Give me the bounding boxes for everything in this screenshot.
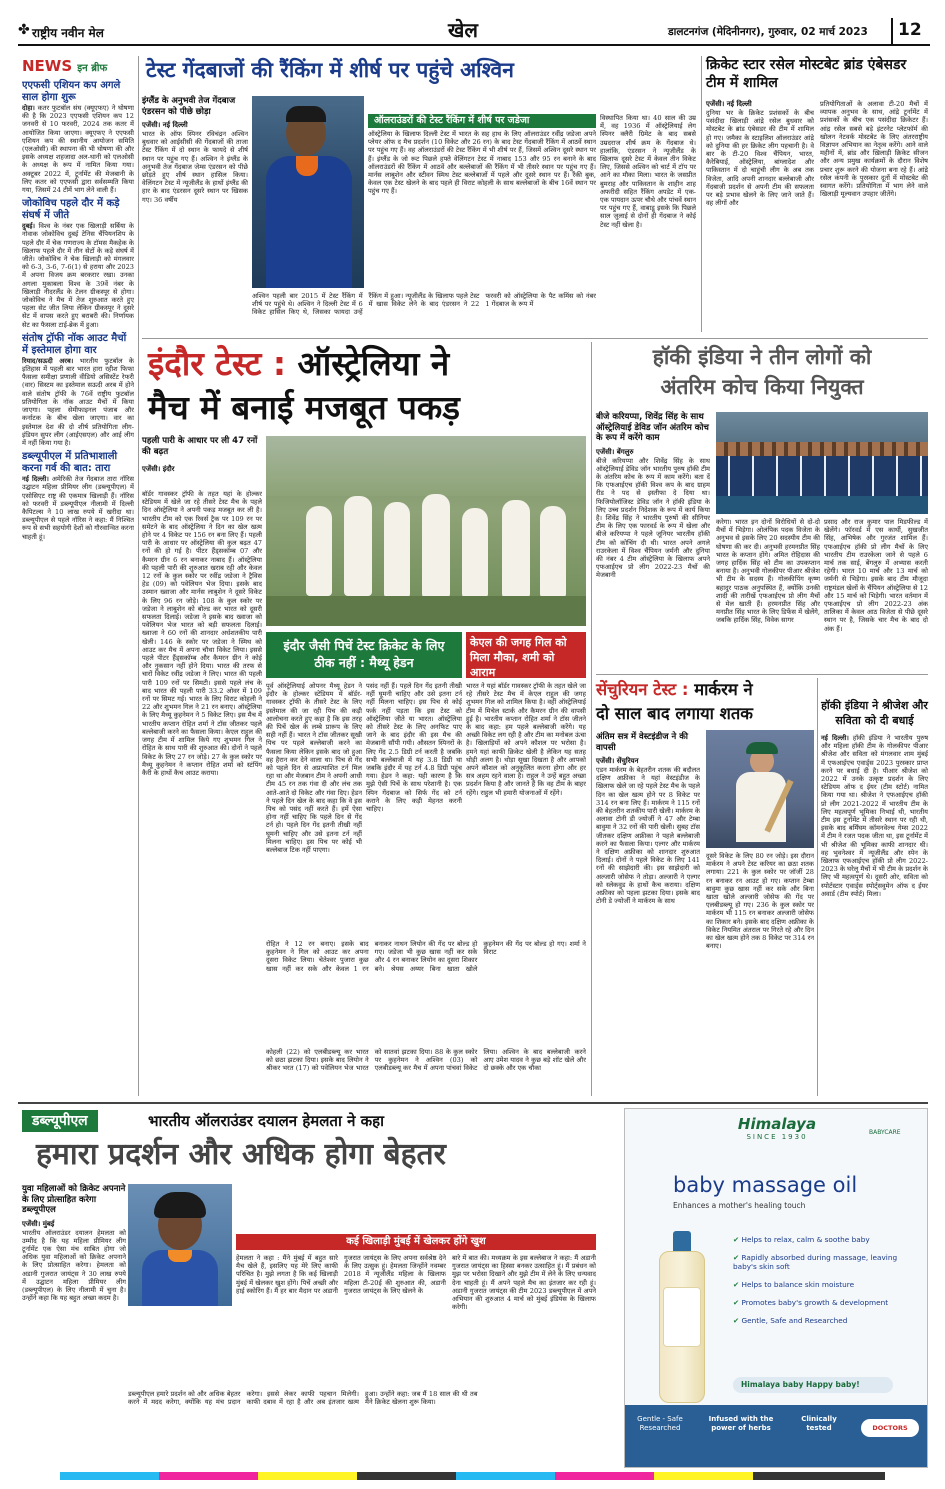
brief-label: इन ब्रीफ (77, 63, 108, 74)
indore-body: बॉर्डर गावस्कर ट्रॉफी के तहत यहां के होल्कर स्टेडियम में खेले जा रहे तीसरे टेस्ट मैच के पहले दिन ऑस्ट्रेलिया ने अपनी पकड़ मजबूत कर ली है। भारतीय टीम को एक रिवर्स ट्रैक पर 109 रन पर समेटने के बाद ऑस्ट्रेलिया ने दिन का खेल खत्म होने पर 4 विकेट पर 156 रन बना लिए हैं। पहली पारी के आधार पर ऑस्ट्रेलिया की कुल बढ़त 47 रनों की हो गई है। पीटर हैंड्सकॉम्ब 07 और कैमरन ग्रीन 6 रन बनाकर नाबाद हैं। ऑस्ट्रेलिया की पहली पारी की शुरुआत खराब रही और केवल 12 रनों के कुल स्कोर पर रवींद्र जडेजा ने ट्रैविस हेड (09) को पवेलियन भेज दिया। इसके बाद उस्मान ख्वाजा और मार्नस लाबुशेन ने दूसरे विकेट के लिए 96 रन जोड़े। 108 के कुल स्कोर पर जडेजा ने लाबुशेन को बोल्ड कर भारत को दूसरी सफलता दिलाई। जडेजा ने इसके बाद ख्वाजा को पवेलियन भेज भारत को बड़ी सफलता दिलाई। ख्वाजा ने 60 रनों की शानदार अर्धशतकीय पारी खेली। 146 के स्कोर पर जडेजा ने स्मिथ को आउट कर मैच में अपना चौथा विकेट लिया। इससे पहले पीटर हैंड्सकॉम्ब और कैमरन ग्रीन ने कोई और नुकसान नहीं होने दिया। भारत की तरफ से चारों विकेट रवींद्र जडेजा ने लिए। भारत की पहली पारी 109 रनों पर सिमटी। इससे पहले लंच के बाद भारत की पहली पारी 33.2 ओवर में 109 रनों पर सिमट गई। भारत के लिए विराट कोहली ने 22 और शुभमन गिल ने 21 रन बनाए। ऑस्ट्रेलिया के लिए मैथ्यू कुहनेमन ने 5 विकेट लिए। इस मैच में भारतीय कप्तान रोहित शर्मा ने टॉस जीतकर पहले बल्लेबाजी करने का फैसला किया। केएल राहुल की जगह टीम में शामिल किये गए शुभमन गिल ने रोहित के साथ पारी की शुरुआत की। दोनों ने पहले विकेट के लिए 27 रन जोड़े। 27 के कुल स्कोर पर मैथ्यू कुहनेमन ने कप्तान रोहित शर्मा को स्टंपिंग कैरी के हाथों कैच आउट कराया। (142, 490, 262, 777)
hemlata-subheadline: युवा महिलाओं को क्रिकेट अपनाने के लिए प्रोत्साहित करेगा डब्ल्यूपीएल (22, 1184, 126, 1215)
benefit-text: Helps to relax, calm & soothe baby (741, 1235, 870, 1244)
ad-banner: Himalaya baby Happy baby! (733, 1377, 893, 1393)
russell-body-1: दुनिया भर के क्रिकेट प्रशंसकों के बीच पसंदीदा खिलाड़ी आंद्रे रसेल बुधवार को मोस्टबेट के ब्रांड एंबेसडर की टीम में शामिल हो गए। जमैका के स्टाइलिश ऑलराउंडर आंद्रे को दुनिया की हर क्रिकेट लीग पहचानी है। वे बार के टी-20 विश्व चैंपियन, भारत, कैरेबियाई, ऑस्ट्रेलिया, बांग्लादेश और पाकिस्तान में दो चाहुंची लीग के अब तक विजेता, आदि अपनी शानदार बल्लेबाजी और गेंदबाजी प्रदर्शन से अपनी टीम की सफलता पर बड़े प्रभाव खेलने के लिए जाने जाते हैं। वह लीगों और (706, 109, 814, 208)
sreejesh-headline: हॉकी इंडिया ने श्रीजेश और सविता को दी बधाई (821, 699, 928, 727)
markram-byline: एजेंसी। सेंचुरियन (596, 757, 639, 765)
markram-headline (596, 678, 814, 726)
doctors-badge: DOCTORS (861, 1419, 919, 1437)
jadeja-box-label: ऑलराउंडरों की टेस्ट रैंकिंग में शीर्ष पर जडेजा (368, 114, 596, 128)
ad-tagline: Enhances a mother's healing touch (673, 1201, 806, 1210)
hockey-byline: एजेंसी। बेंगलुरु (596, 447, 634, 456)
check-icon: ✔ (733, 1298, 740, 1307)
brief-item (22, 80, 134, 194)
ashwin-story (142, 56, 698, 340)
ashwin-headline: टेस्ट गेंदबाजों की रैंकिंग में शीर्ष पर पहुंचे अश्विन (146, 58, 514, 82)
hemlata-box-label: कई खिलाड़ी मुंबई में खेलकर होंगे खुश (236, 1234, 596, 1250)
himalaya-logo: Himalaya (737, 1115, 817, 1133)
brief-item (22, 333, 134, 447)
brief-item (22, 451, 134, 541)
hockey-headline-1: हॉकी इंडिया ने तीन लोगों को (652, 345, 872, 369)
brief-item (22, 198, 134, 329)
check-icon: ✔ (733, 1235, 740, 1244)
ashwin-byline: एजेंसी। नई दिल्ली (142, 121, 188, 129)
indore-headline-red: इंदौर टेस्ट : (148, 344, 287, 383)
himalaya-brand (625, 1115, 928, 1141)
hemlata-story (22, 1108, 596, 1468)
ashwin-subheadline: इंग्लैंड के अनुभवी तेज गेंदबाज एंडरसन को पीछे छोड़ा (142, 96, 236, 117)
brief-byline: रियाद/सऊदी अरब। (22, 356, 74, 365)
news-in-brief-label (22, 56, 134, 80)
ad-badge: Infused with the power of herbs (708, 1415, 774, 1432)
indore-byline: एजेंसी। इंदौर (142, 465, 175, 473)
hemlata-headline-2: हमारा प्रदर्शन और अधिक होगा बेहतर (36, 1137, 446, 1172)
indore-headline-black-1: ऑस्ट्रेलिया ने (297, 344, 450, 383)
hockey-body-2: करेगा। भारत इन दोनों विरोधियों से दो-दो मैचों में भिड़ेगा। ओलंपिक पदक विजेता के अनुभव से इसके लिए 20 सदस्यीय टीम की घोषणा की कर दी। अनुभवी हरमनप्रीत सिंह भारत के कप्तान होंगे। अमित रोहिदास की जगह हार्दिक सिंह को टीम का उपकप्तान बनाया है। अनुभवी गोलकीपर पीआर श्रीजेश भी टीम के सदस्य हैं। गोलकीपिंग कृष्ण बहादुर पाठक अनुपस्थित हैं, क्योंकि उनकी शादी की तारीखें एफआईएच प्रो लीग मैचों से मेल खाती हैं। हरमनप्रीत सिंह और मनप्रीत सिंह भारत के लिए डिफेंस में खेलेंगे, जबकि हार्दिक सिंह, विवेक सागर (716, 518, 820, 625)
hemlata-body-2: हेमलता ने कहा : मैंने मुंबई में बहुत सारे मैच खेले हैं, इसलिए यह मेरे लिए काफी परिचित है। मुझे लगता है कि कई खिलाड़ी मुंबई में खेलकर खुश होंगे। पिचें अच्छी और हाई स्कोरिंग हैं। मैं हर बार मैदान पर अडानी गुजरात जायंट्स के लिए अपना सर्वश्रेष्ठ देने के लिए उत्सुक हूं। हेमलता जिन्होंने नवम्बर 2018 में न्यूजीलैंड महिला के खिलाफ महिला टी-20ई की शुरुआत की, अडानी गुजरात जायंट्स के लिए खेलने के (236, 1254, 446, 1295)
hayden-body-1: पूर्व ऑस्ट्रेलियाई ओपनर मैथ्यू हेडन ने इंदौर के होल्कर स्टेडियम में बॉर्डर-गावस्कर ट्रॉफी के तीसरे टेस्ट के लिए इस्तेमाल की जा रही पिच की कड़ी आलोचना करते हुए कहा है कि इस तरह की पिचें खेल के लम्बे प्रारूप के लिए सही नहीं हैं। भारत ने टॉस जीतकर सूखी पिच पर पहले बल्लेबाजी करने का फैसला किया लेकिन इसके बाद जो हुआ वह हैरान कर देने वाला था। पिच से गेंद को पहले दिन से अप्रत्याशित टर्न मिल रहा था और मेजबान टीम ने अपनी आधी टीम 45 रन तक गंवा दी और लंच तक आते-आते दो विकेट और गंवा दिए। हेडन ने पहले दिन खेल के बाद कहा कि वे इस पिच को पसंद नहीं करते हैं। हमें ऐसा होना नहीं चाहिए कि पहले दिन से गेंद टर्न हो। पहले दिन गेंद इतनी तीखी नहीं घूमनी चाहिए और उसे इतना टर्न नहीं मिलना चाहिए। इस पिच पर कोई भी बल्लेबाज टिक नहीं पाएगा। (266, 682, 362, 855)
hockey-subheadline: बीजे करियप्पा, शिवेंद्र सिंह के साथ ऑस्ट्रेलियाई डेविड जॉन अंतरिम कोच के रूप में करेंगे काम (596, 412, 709, 443)
news-label: NEWS (22, 57, 73, 75)
hemlata-byline: एजेंसी। मुंबई (22, 1219, 55, 1228)
ashwin-body-4: विस्थापित किया था। 40 साल की उम्र में, वह 1936 में ऑस्ट्रेलियाई लेग स्पिनर क्लैरी ग्रिमेट के बाद सबसे उम्रदराज शीर्ष क्रम के गेंदबाज थे। हालांकि, एंडरसन ने न्यूजीलैंड के खिलाफ दूसरे टेस्ट में केवल तीन विकेट लिए, जिससे अश्विन को चार्ट में टॉप पर आने का मौका मिला। भारत के जसप्रीत बुमराह और पाकिस्तान के शाहीन शाह अफरीदी सहित रैंकिंग अपडेट में एक-एक पायदान ऊपर चौथे और पांचवें स्थान पर पहुंच गए हैं, वाबाडू इसके कि पिछले साल जुलाई से दोनों ही गेंदबाज ने कोई टेस्ट नहीं खेला है। (600, 114, 696, 229)
sreejesh-byline: नई दिल्ली। (821, 734, 849, 742)
hayden-body-4: कोहली (22) को एलबीडब्ल्यू कर भारत को छठा झटका दिया। इसके बाद लियोन ने श्रीकर भरत (17) को पवेलियन भेज भारत को सातवां झटका दिया। 88 के कुल स्कोर पर कुहनेमन ने अश्विन (03) को एलबीडब्ल्यू कर मैच में अपना पांचवां विकेट लिया। अश्विन के बाद बल्लेबाजी करने आए उमेश यादव ने कुछ बड़े शॉट खेले और दो छक्के और एक चौका (266, 1048, 586, 1073)
markram-story (596, 678, 814, 1098)
ashwin-body-1: भारत के ऑफ स्पिनर रविचंद्रन अश्विन बुधवार को आईसीसी की गेंदबाजों की ताजा टेस्ट रैंकिंग में दो स्थान के फायदे से शीर्ष स्थान पर पहुंच गए हैं। अश्विन ने इंग्लैंड के अनुभवी तेज गेंदबाज जेम्स एंडरसन को पीछे छोड़ते हुए शीर्ष स्थान हासिल किया। वेलिंगटन टेस्ट में न्यूजीलैंड के हाथों इंग्लैंड की हार के बाद एंडरसन दूसरे स्थान पर खिसक गए। 36 वर्षीय (142, 130, 248, 204)
news-in-brief-sidebar (22, 56, 134, 1098)
brief-body: कतर फुटबॉल संघ (क्यूएफए) ने घोषणा की है कि 2023 एएफसी एशियन कप 12 जनवरी से 10 फरवरी, 2024 तक कतर में आयोजित किया जाएगा। क्यूएफए ने एएफसी एशियन कप की स्थानीय आयोजन समिति (एलओसी) की स्थापना की भी घोषणा की और इसके अध्यक्ष शहजादा अल-थानी को एलओसी के अध्यक्ष के रूप में नामित किया गया। अक्टूबर 2022 में, टूर्नामेंट की मेजबानी के लिए कतर को एएफसी द्वारा सर्वसम्मति किया गया, जिसमें 24 टीमें भाग लेने वाली हैं। (22, 104, 134, 195)
hayden-body-2: पसंद नहीं हैं। पहले दिन गेंद इतनी तीखी नहीं घूमनी चाहिए और उसे इतना टर्न नहीं मिलना चाहिए। इस पिच से कोई फर्क नहीं पड़ता कि इस टेस्ट को ऑस्ट्रेलिया जीते या भारत। ऑस्ट्रेलिया को तीसरे टेस्ट के लिए अनफिट पाए जाने के बाद इंदौर की इस मैच की मेजबानी सौंपी गयी। औसतन स्पिनरों के लिए गेंद 2.5 डिग्री टर्न करती है जबकि सभी बल्लेबाजी में यह 3.8 डिग्री था जबकि इंदौर में यह टर्न 4.8 डिग्री पहुंच गया। हेडन ने कहा: यही कारण है कि मुझे ऐसी पिचें के साथ परेशानी है। एक स्पिन गेंदबाज को सिर्फ गेंद को टर्न कराने के लिए कड़ी मेहनत करनी चाहिए। (366, 682, 462, 814)
brief-byline: दुबई। (22, 222, 36, 231)
sreejesh-story (821, 678, 928, 1098)
ashwin-photo (252, 96, 364, 288)
himalaya-since: SINCE 1930 (746, 1133, 808, 1141)
markram-photo (706, 730, 814, 848)
markram-body-1: एडन मार्करम के बेहतरीन शतक की बदौलत दक्षिण अफ्रीका ने यहां वेस्टइंडीज के खिलाफ खेले जा रहे पहले टेस्ट मैच के पहले दिन का खेल खत्म होने पर 8 विकेट पर 314 रन बना लिए हैं। मार्करम ने 115 रनों की बेहतरीन शतकीय पारी खेली। मार्करम के अलावा टोनी डी ज्योर्जी ने 47 और टेम्बा बावुमा ने 32 रनों की पारी खेली। सुबह टॉस जीतकर दक्षिण अफ्रीका ने पहले बल्लेबाजी करने का फैसला किया। एल्गर और मार्करम ने दक्षिण अफ्रीका को शानदार शुरुआत दिलाई। दोनों ने पहले विकेट के लिए 141 रनों की साझेदारी की। इस साझेदारी को अल्जारी जोसेफ ने तोड़ा। अल्जारी ने एल्गर को स्लेकवुड के हाथों कैच कराया। दक्षिण अफ्रीका को पहला झटका दिया। इसके बाद टोनी डे ज्योर्जी ने मार्करम के साथ (596, 766, 700, 906)
markram-subheadline: अंतिम सत्र में वेस्टइंडीज ने की वापसी (596, 732, 688, 753)
benefit-item (733, 1253, 921, 1271)
hemlata-tag-row (22, 1108, 596, 1134)
ad-badge: Clinically tested (801, 1415, 837, 1432)
markram-headline-black-1: मार्करम ने (694, 680, 753, 699)
ad-badge-strip (625, 1405, 928, 1468)
brief-byline: दोहा। (22, 104, 35, 112)
markram-headline-red: सेंचुरियन टेस्ट : (596, 680, 689, 699)
hockey-story (596, 342, 928, 672)
benefit-text: Rapidly absorbed during massage, leaving baby's skin soft (733, 1253, 898, 1271)
indore-story (142, 342, 588, 1102)
jadeja-body: ऑस्ट्रेलिया के खिलाफ दिल्ली टेस्ट में भारत के सह हाथ के लिए ऑलराउंडर रवींद्र जडेजा अपने प्लेयर ऑफ द मैच प्रदर्शन (10 विकेट और 26 रन) के बाद टेस्ट गेंदबाजी रैंकिंग में आठवें स्थान पर पहुंच गए हैं। वह ऑलराउंडरों की टेस्ट रैंकिंग में भी शीर्ष पर हैं, जिसमें अश्विन दूसरे स्थान पर हैं। इंग्लैंड के जो रूट पिछले हफ्ते वेलिंगटन टेस्ट में नाबाद 153 और 95 रन बनाने के बाद ऑलराउंडरों की रैंकिंग में आठवें और बल्लेबाजों की रैंकिंग में भी तीसरे स्थान पर पहुंच गए हैं। मार्नस लाबुशेन और स्टीवन स्मिथ टेस्ट बल्लेबाजों में पहले और दूसरे स्थान पर हैं। रैंकी बुक, केवल एक टेस्ट खेलने के बाद पहले ही विराट कोहली के साथ बल्लेबाजों के बीच 16वें स्थान पर पहुंच गए हैं। (368, 130, 596, 196)
dateline: डालटनगंज (मेदिनीनगर), गुरुवार, 02 मार्च 2023 (668, 26, 868, 38)
benefit-text: Promotes baby's growth & development (741, 1298, 889, 1307)
hemlata-body-3: बारे में बात की। मध्यक्रम के इस बल्लेबाज ने कहा: मैं अडानी गुजरात जायंट्स का हिस्सा बनकर उत्साहित हूं। मैं प्रबंधन को मुझ पर भरोसा दिखाने और मुझे टीम में लेने के लिए धन्यवाद देना चाहती हूं। मैं अपने पहले मैच का इंतजार कर रही हूं। अडानी गुजरात जायंट्स की टीम 2023 डब्ल्यूपीएल में अपने अभियान की शुरुआत 4 मार्च को मुंबई इंडियंस के खिलाफ करेगी। (452, 1254, 596, 1312)
bird-logo-icon: ✤ (18, 22, 30, 38)
hockey-headline (596, 342, 928, 402)
hockey-body-3: प्रसाद और राज कुमार पाल मिडफील्ड में खेलेंगे। फॉरवर्ड में एस कार्थी, सुखजीत सिंह, अभिषेक और गुरजंत शामिल हैं। एफआईएच हॉकी प्रो लीग मैचों के लिए भारतीय टीम राउरकेला जाने से पहले 6 मार्च तक साई, बेंगलुरु में अभ्यास करती रहेगी। भारत 10 मार्च और 13 मार्च को जर्मनी से भिड़ेगा। इसके बाद टीम मौजूदा राष्ट्रमंडल खेलों के चैंपियन ऑस्ट्रेलिया से 12 और 15 मार्च को भिड़ेगी। भारत वर्तमान में एफआईएच प्रो लीग 2022-23 अंक तालिका में केवल आठ विजेता से पीछे दूसरे स्थान पर है, जिसके चार मैच के बाद दो अंक हैं। (824, 518, 928, 633)
hockey-headline-2: अंतरिम कोच किया नियुक्त (660, 375, 864, 399)
check-icon: ✔ (733, 1280, 740, 1289)
australia-team-photo (266, 436, 586, 626)
brief-byline: नई दिल्ली। (22, 475, 49, 484)
hayden-headline: इंदौर जैसी पिचें टेस्ट क्रिकेट के लिए ठीक नहीं : मैथ्यू हेडन (266, 632, 462, 678)
check-icon: ✔ (733, 1316, 740, 1325)
page-number: 12 (898, 20, 922, 40)
russell-headline: क्रिकेट स्टार रसेल मोस्टबेट ब्रांड एंबेसडर टीम में शामिल (706, 57, 907, 91)
russell-body-2: प्रतियोगिताओं के अलावा टी-20 मैचों में व्यापक अनुभव के साथ, आंद्रे टूर्नामेंट में प्रशंसकों के बीच एक पसंदीदा क्रिकेटर हैं। आंद्र रसेल सबसे बड़े इंटरनेट प्लेटफॉर्म की खोलन नेटवर्क मोस्टबेट के लिए अंतरराष्ट्रीय विज्ञापन अभियान का नेतृत्व करेंगे। आने वाले महीनों में, ब्रांड और ख़िलाड़ी क्रिकेट सीजन और अन्य प्रमुख कार्यक्रमों के दौरान विशेष प्रचार शुरू करने की योजना बना रहे हैं। आंद्रे रसेल कंपनी के पुरस्कार दूतों में मोस्टबेट की स्वागत करेंगे। प्रतियोगिता में भाग लेने वाले खिलाड़ी मूल्यवान उपहार जीतेंगे। (820, 100, 928, 199)
section-title: खेल (448, 18, 478, 42)
masthead (0, 0, 945, 50)
print-color-bar (60, 1472, 885, 1480)
markram-body-2: दूसरे विकेट के लिए 80 रन जोड़े। इस दौरान मार्करम ने अपने टेस्ट करियर का छठा शतक लगाया। 221 के कुल स्कोर पर जॉर्जी 28 रन बनाकर रन आउट हो गए। कप्तान टेम्बा बावुमा कुछ खास नहीं कर सके और बिना खाता खोले अल्जारी जोसेफ की गेंद पर एलबीडब्ल्यू हो गए। 236 के कुल स्कोर पर मार्करम भी 115 रन बनाकर अल्जारी जोसेफ का शिकार बने। इसके बाद दक्षिण अफ्रीका के विकेट नियमित अंतराल पर गिरते रहे और दिन का खेल खत्म होने तक 8 विकेट पर 314 रन बनाए। (706, 852, 814, 951)
russell-story (706, 56, 928, 336)
ad-badge: Gentle - Safe Researched (637, 1415, 683, 1432)
wpl-tag: डब्ल्यूपीएल (22, 1110, 98, 1132)
babycare-label: BABYCARE (869, 1129, 901, 1136)
ad-product-name: baby massage oil (673, 1173, 858, 1197)
shami-headline: केएल की जगह गिल को मिला मौका, शमी को आराम (466, 632, 586, 678)
brief-headline: जोकोविच पहले दौर में कड़े संघर्ष में जीते (22, 198, 120, 222)
check-icon: ✔ (733, 1253, 740, 1262)
brief-headline: संतोष ट्रॉफी नॉक आउट मैचों में इस्तेमाल होगा वार (22, 332, 127, 356)
hemlata-headline-1: भारतीय ऑलराउंडर दयालन हेमलता ने कहा (148, 1112, 385, 1130)
paper-name: राष्ट्रीय नवीन मेल (32, 26, 104, 40)
hockey-body-1: बीजे करियप्पा और शिवेंद्र सिंह के साथ ऑस्ट्रेलियाई डेविड जॉन भारतीय पुरुष हॉकी टीम के अंतरिम कोच के रूप में काम करेंगे। बता दें कि एफआईएच हॉकी विश्व कप के बाद ग्राहम रीड ने पद से इस्तीफा दे दिया था। फिजियोलॉजिस्ट डेविड जॉन ने हॉकी इंडिया के लिए उच्च प्रदर्शन निदेशक के रूप में कार्य किया है। शिवेंद्र सिंह ने भारतीय पुरुषों की सीनियर टीम के लिए एक फारवर्ड के रूप में खेला और बीजे करियप्पा ने पहले जूनियर भारतीय हॉकी टीम को कोचिंग दी थी। भारत अपने अगले राउरकेला में विश्व चैंपियन जर्मनी और दुनिया की नंबर 4 टीम ऑस्ट्रेलिया के खिलाफ अपने एफआईएच प्रो लीग 2022-23 मैचों की मेजबानी (596, 456, 710, 580)
benefit-item (733, 1316, 921, 1325)
indore-headline-black-2: मैच में बनाई मजबूत पकड़ (148, 388, 460, 427)
shami-body: भारत ने यहां बॉर्डर गावस्कर ट्रॉफी के तहत खेले जा रहे तीसरे टेस्ट मैच में केएल राहुल की जगह शुभमन गिल को शामिल किया है। वहीं ऑस्ट्रेलियाई टीम में मिचेल स्टार्क और कैमरन ग्रीन की वापसी हुई है। भारतीय कप्तान रोहित शर्मा ने टॉस जीतने के बाद कहा: हम पहले बल्लेबाजी करेंगे। यह अच्छी विकेट लग रही है और टीम का मनोबल ऊंचा है। खिलाड़ियों को अपने कौशल पर भरोसा है। हमने यहां काफी क्रिकेट खेली है लेकिन यह सतह थोड़ी अलग है। थोड़ा सूखा दिखता है और आपको अपने कौशल को अनुकूलित करना होगा और हर सत्र अहम रहने वाला है। राहुल ने उन्हें बहुत अच्छा प्रदर्शन किया है और जानते हैं कि वह टीम के बाहर रहेंगे। राहुल भी हमारी योजनाओं में रहेंगे। (466, 682, 586, 797)
benefit-item (733, 1280, 921, 1289)
oil-bottle (651, 1231, 713, 1407)
ashwin-body-3: अश्विन पहली बार 2015 में टेस्ट रैंकिंग में शीर्ष पर पहुंचे थे। अश्विन ने दिल्ली टेस्ट में 6 विकेट हासिल किए थे, जिसका फायदा उन्हें रैंकिंग में हुआ। न्यूजीलैंड के खिलाफ पहले टेस्ट में खास विकेट लेने के बाद एंडरसन ने 22 फरवरी को ऑस्ट्रेलिया के पैट कमिंस को नंबर 1 गेंदबाज के रूप में (252, 292, 596, 317)
markram-headline-black-2: दो साल बाद लगाया शतक (596, 704, 753, 723)
benefit-text: Gentle, Safe and Researched (741, 1316, 848, 1325)
himalaya-ad (624, 1108, 928, 1468)
russell-byline: एजेंसी। नई दिल्ली (706, 100, 752, 108)
benefit-item (733, 1298, 921, 1307)
benefit-item (733, 1235, 921, 1244)
brief-headline: एएफसी एशियन कप अगले साल होगा शुरू (22, 80, 121, 103)
brief-body: अमेरिकी तेज गेंदबाज तारा नॉरिस उद्घाटन महिला प्रीमियर लीग (डब्ल्यूपीएल) में एसोसिएट राष्ट्र की एकमात्र खिलाड़ी हैं। नॉरिस को फरवरी में डब्ल्यूपीएल नीलामी में दिल्ली कैपिटल्स ने 10 लाख रुपये में खरीदा था। डब्ल्यूपीएल से पहले नॉरिस ने कहा: मैं निश्चित रूप से सभी सहयोगी देशों को गौरवान्वित करना चाहती हूं। (22, 475, 134, 541)
sreejesh-body: हॉकी इंडिया ने भारतीय पुरुष और महिला हॉकी टीम के गोलकीपर पीआर श्रीजेश और सविता को मंगलवार शाम मुंबई में एफआईएच एवार्ड्स 2023 पुरस्कार प्राप्त करने पर बधाई दी है। पीआर श्रीजेश को 2022 में उनके उत्कृष्ट प्रदर्शन के लिए स्टेडियम ऑफ द ईयर (टीम स्टोर्ट) नामित किया गया था। श्रीजेश ने एफआईएच हॉकी प्रो लीग 2021-2022 में भारतीय टीम के लिए महत्वपूर्ण भूमिका निभाई थी, भारतीय टीम इस टूर्नामेंट में तीसरे स्थान पर रही थी, इसके बाद बर्मिंघम कॉमनवेल्थ गेम्स 2022 में टीम ने रजत पदक जीता था, इस टूर्नामेंट में भी श्रीजेश की भूमिका काफी शानदार थी। वह भुवनेश्वर में न्यूजीलैंड और स्पेन के खिलाफ एफआईएच हॉकी प्रो लीग 2022-2023 के घरेलू मैचों में भी टीम के प्रदर्शन के लिए भी महत्वपूर्ण थे। दूसरी ओर, सविता को स्पोर्टस्टार एवार्ड्स स्पोर्ट्सवुमेन ऑफ द ईयर अवार्ड (टीम स्पोर्ट) मिला। (821, 734, 928, 898)
brief-body: विश्व के नंबर एक खिलाड़ी सर्बिया के नोवाक जोकोविच दुबई टेनिस चैंपियनशिप के पहले दौर में चेक गणराज्य के टॉमस मैकहेक के खिलाफ पहले दौर में तीन सेटों के कड़े संघर्ष में जीते। जोकोविच ने चेक खिलाड़ी को मंगलवार को 6-3, 3-6, 7-6(1) से हराया और 2023 में अपना विजय क्रम बरकरार रखा। उनका अगला मुकाबला विश्व के 39वें नंबर के खिलाड़ी नीदरलैंड के टेलन ग्रीकस्पूर से होगा। जोकोविच ने मैच में तेज शुरुआत करते हुए पहला सेट जीत लिया लेकिन ग्रीकस्पूर ने दूसरे सेट में वापस करते हुए बराबरी की। निर्णायक सेट का फैसला टाई-ब्रेक में हुआ। (22, 222, 134, 329)
indore-headline (142, 342, 588, 430)
hockey-team-photo (716, 412, 928, 514)
brief-body: भारतीय फुटबॉल के इतिहास में पहली बार भारत हारा रहीश फिफा फैसला समीक्षा प्रणाली वीडियो असिस्टेंट रेफरी (वार) सिस्टम का इस्तेमाल सऊदी अरब में होने वाले संतोष ट्रॉफी के 76वें राष्ट्रीय फुटबॉल प्रतियोगिता के नॉक आउट मैचों में किया जाएगा। पहला सेमीफाइनल पंजाब और कर्नाटक के बीच खेला जाएगा। वार का इस्तेमाल देश की दो शीर्ष प्रतियोगिता लीग-इंडियन सुपर लीग (आईएसएल) और आई लीग में नहीं किया गया है। (22, 356, 134, 447)
benefit-text: Helps to balance skin moisture (741, 1280, 855, 1289)
hemlata-body-4: डब्ल्यूपीएल हमारे प्रदर्शन को और अधिक बेहतर करने में मदद करेगा, क्योंकि यह मंच प्रदान करेगा। इससे लेकर काफी पहचान मिलेगी। काफी दबाव में रहा है और अब इंतजार खत्म हुआ। उन्होंने कहा: जब मैं 18 साल की थी तब मैंने क्रिकेट खेलना शुरू किया। (128, 1390, 478, 1407)
ad-benefit-list (733, 1235, 921, 1325)
hemlata-photo (128, 1184, 232, 1306)
brief-headline: डब्ल्यूपीएल में प्रतिभाशाली करना गर्व की बात: तारा (22, 451, 118, 475)
hayden-body-3: रोहित ने 12 रन बनाए। इसके बाद कुहनेमन ने गिल को आउट कर अपना दूसरा विकेट लिया। चेतेश्वर पुजारा कुछ खास नहीं कर सके और केवल 1 रन बनाकर नाथन लियोन की गेंद पर बोल्ड हो गए। जडेजा भी कुछ खास नहीं कर सके और 4 रन बनाकर लियोन का दूसरा शिकार बने। श्रेयस अय्यर बिना खाता खोले कुहनेमन की गेंद पर बोल्ड हो गए। शर्मा ने विराट (266, 940, 586, 973)
indore-subheadline: पहली पारी के आधार पर ली 47 रनों की बढ़त (142, 436, 258, 457)
hemlata-body-1: भारतीय ऑलराउंडर दयालन हेमलता को उम्मीद है कि यह महिला प्रीमियर लीग टूर्नामेंट एक ऐसा मंच साबित होगा जो अधिक युवा महिलाओं को क्रिकेट अपनाने के लिए प्रोत्साहित करेगा। हेमलता को अडानी गुजरात जायंट्स ने 30 लाख रुपये में उद्घाटन महिला प्रीमियर लीग (डब्ल्यूपीएल) के लिए नीलामी में चुना है। उन्होंने कहा कि यह बहुत अच्छा कदम है। (22, 1228, 126, 1303)
